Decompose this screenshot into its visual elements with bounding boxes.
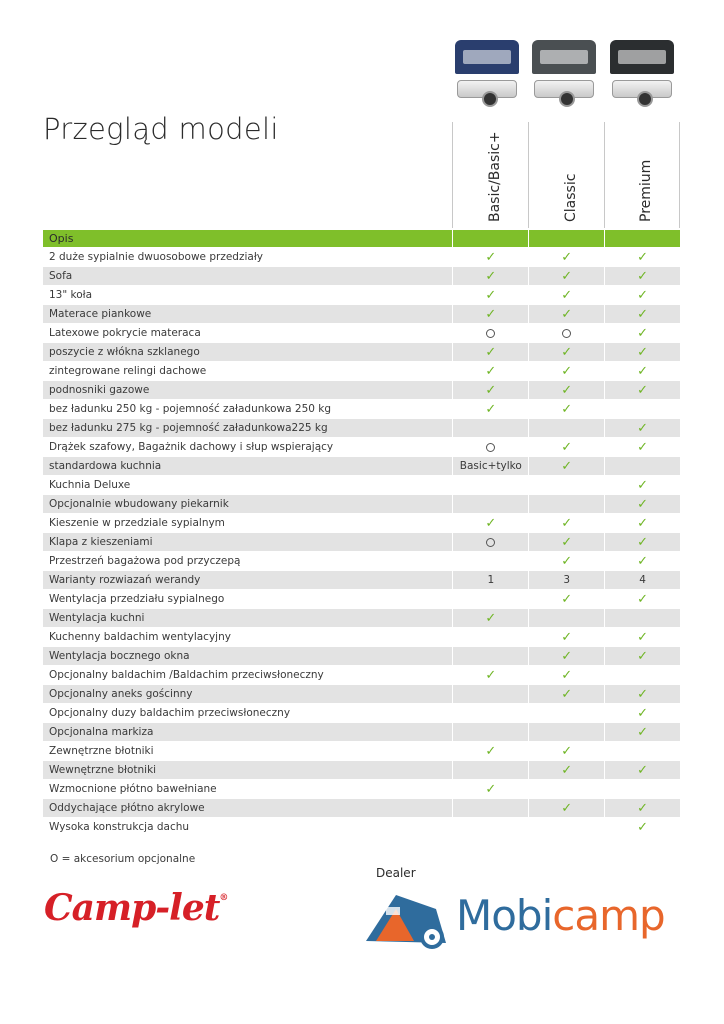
trailer-image bbox=[534, 80, 594, 98]
check-icon: ✓ bbox=[637, 288, 648, 303]
table-row bbox=[43, 514, 680, 533]
check-icon: ✓ bbox=[561, 440, 573, 455]
table-row bbox=[43, 381, 680, 400]
feature-cell-classic bbox=[528, 723, 604, 741]
check-icon: ✓ bbox=[637, 592, 648, 607]
feature-cell-premium bbox=[604, 704, 680, 722]
check-icon: ✓ bbox=[637, 725, 648, 740]
feature-cell-premium bbox=[604, 514, 680, 532]
feature-cell-premium bbox=[604, 343, 680, 361]
table-row bbox=[43, 267, 680, 286]
feature-cell-premium bbox=[604, 818, 680, 836]
page-title: Przegląd modeli bbox=[43, 112, 279, 146]
feature-cell-classic bbox=[528, 400, 604, 418]
feature-cell-basic bbox=[452, 704, 528, 722]
dealer-label: Dealer bbox=[376, 866, 416, 880]
feature-label: Materace piankowe bbox=[43, 305, 452, 323]
feature-label: Latexowe pokrycie materaca bbox=[43, 324, 452, 342]
cell-value: Basic+tylko bbox=[459, 460, 522, 472]
check-icon: ✓ bbox=[637, 687, 648, 702]
feature-cell-basic bbox=[452, 533, 528, 551]
feature-cell-classic bbox=[528, 248, 604, 266]
check-icon: ✓ bbox=[561, 364, 573, 379]
table-row bbox=[43, 324, 680, 343]
column-header-label: Classic bbox=[562, 173, 579, 222]
registered-mark: ® bbox=[219, 893, 228, 903]
feature-cell-classic bbox=[528, 704, 604, 722]
feature-cell-premium bbox=[604, 761, 680, 779]
feature-cell-classic bbox=[528, 476, 604, 494]
check-icon: ✓ bbox=[637, 516, 648, 531]
feature-label: bez ładunku 275 kg - pojemność załadunkowa225 kg bbox=[43, 419, 452, 437]
check-icon: ✓ bbox=[485, 782, 497, 797]
table-row bbox=[43, 495, 680, 514]
check-icon: ✓ bbox=[637, 345, 648, 360]
feature-cell-classic bbox=[528, 381, 604, 399]
circle-icon bbox=[562, 329, 571, 338]
column-header-premium bbox=[604, 122, 680, 228]
feature-cell-basic bbox=[452, 780, 528, 798]
check-icon: ✓ bbox=[637, 535, 648, 550]
feature-cell-classic bbox=[528, 419, 604, 437]
feature-cell-basic bbox=[452, 742, 528, 760]
check-icon: ✓ bbox=[561, 668, 573, 683]
feature-cell-premium bbox=[604, 666, 680, 684]
feature-label: Opcjonalny aneks gościnny bbox=[43, 685, 452, 703]
feature-cell-basic bbox=[452, 324, 528, 342]
check-icon: ✓ bbox=[561, 383, 573, 398]
check-icon: ✓ bbox=[561, 516, 573, 531]
feature-cell-classic bbox=[528, 286, 604, 304]
feature-label: Kuchenny baldachim wentylacyjny bbox=[43, 628, 452, 646]
feature-cell-basic bbox=[452, 609, 528, 627]
feature-cell-classic bbox=[528, 628, 604, 646]
feature-cell-classic bbox=[528, 571, 604, 589]
feature-cell-premium bbox=[604, 457, 680, 475]
table-header-cell bbox=[528, 230, 604, 247]
feature-cell-classic bbox=[528, 552, 604, 570]
feature-cell-basic bbox=[452, 666, 528, 684]
feature-cell-classic bbox=[528, 647, 604, 665]
check-icon: ✓ bbox=[637, 326, 648, 341]
check-icon: ✓ bbox=[561, 630, 573, 645]
camplet-logo bbox=[44, 887, 227, 929]
legend-note: O = akcesorium opcjonalne bbox=[50, 853, 196, 865]
table-row bbox=[43, 742, 680, 761]
check-icon: ✓ bbox=[561, 649, 573, 664]
table-row bbox=[43, 590, 680, 609]
circle-icon bbox=[486, 329, 495, 338]
check-icon: ✓ bbox=[485, 402, 497, 417]
feature-cell-basic bbox=[452, 400, 528, 418]
check-icon: ✓ bbox=[485, 307, 497, 322]
check-icon: ✓ bbox=[637, 269, 648, 284]
feature-cell-premium bbox=[604, 609, 680, 627]
check-icon: ✓ bbox=[561, 801, 573, 816]
table-row bbox=[43, 248, 680, 267]
feature-cell-premium bbox=[604, 571, 680, 589]
feature-label: Klapa z kieszeniami bbox=[43, 533, 452, 551]
feature-cell-premium bbox=[604, 305, 680, 323]
feature-cell-premium bbox=[604, 799, 680, 817]
feature-label: 13" koła bbox=[43, 286, 452, 304]
feature-cell-basic bbox=[452, 476, 528, 494]
feature-cell-premium bbox=[604, 419, 680, 437]
check-icon: ✓ bbox=[561, 592, 573, 607]
table-row bbox=[43, 438, 680, 457]
check-icon: ✓ bbox=[485, 383, 497, 398]
feature-cell-premium bbox=[604, 400, 680, 418]
check-icon: ✓ bbox=[485, 611, 497, 626]
feature-cell-premium bbox=[604, 590, 680, 608]
feature-cell-basic bbox=[452, 571, 528, 589]
feature-cell-premium bbox=[604, 628, 680, 646]
check-icon: ✓ bbox=[485, 250, 497, 265]
check-icon: ✓ bbox=[485, 269, 497, 284]
check-icon: ✓ bbox=[561, 763, 573, 778]
feature-cell-basic bbox=[452, 305, 528, 323]
check-icon: ✓ bbox=[485, 516, 497, 531]
cell-value: 1 bbox=[487, 574, 495, 586]
feature-cell-premium bbox=[604, 495, 680, 513]
check-icon: ✓ bbox=[561, 250, 573, 265]
feature-cell-premium bbox=[604, 248, 680, 266]
check-icon: ✓ bbox=[561, 687, 573, 702]
table-row bbox=[43, 685, 680, 704]
camplet-logo-text: Camp-let bbox=[44, 887, 220, 929]
table-row bbox=[43, 457, 680, 476]
feature-cell-basic bbox=[452, 267, 528, 285]
feature-cell-premium bbox=[604, 533, 680, 551]
feature-cell-basic bbox=[452, 438, 528, 456]
check-icon: ✓ bbox=[637, 554, 648, 569]
cell-value: 4 bbox=[639, 574, 646, 586]
feature-cell-classic bbox=[528, 666, 604, 684]
table-row bbox=[43, 780, 680, 799]
feature-cell-classic bbox=[528, 609, 604, 627]
feature-label: Wentylacja kuchni bbox=[43, 609, 452, 627]
column-header-classic bbox=[528, 122, 604, 228]
feature-cell-basic bbox=[452, 818, 528, 836]
check-icon: ✓ bbox=[637, 421, 648, 436]
circle-icon bbox=[486, 538, 495, 547]
check-icon: ✓ bbox=[637, 364, 648, 379]
check-icon: ✓ bbox=[485, 668, 497, 683]
feature-cell-classic bbox=[528, 324, 604, 342]
product-image-premium bbox=[610, 40, 674, 102]
column-header-basic bbox=[452, 122, 528, 228]
table-row bbox=[43, 704, 680, 723]
feature-cell-premium bbox=[604, 476, 680, 494]
check-icon: ✓ bbox=[561, 459, 573, 474]
feature-cell-classic bbox=[528, 438, 604, 456]
feature-label: podnosniki gazowe bbox=[43, 381, 452, 399]
feature-cell-premium bbox=[604, 780, 680, 798]
feature-cell-classic bbox=[528, 780, 604, 798]
feature-label: Wentylacja bocznego okna bbox=[43, 647, 452, 665]
check-icon: ✓ bbox=[637, 440, 648, 455]
table-header-cell bbox=[452, 230, 528, 247]
feature-label: Kuchnia Deluxe bbox=[43, 476, 452, 494]
mobicamp-logo-part-2: camp bbox=[552, 891, 665, 940]
feature-cell-premium bbox=[604, 552, 680, 570]
trailer-image bbox=[612, 80, 672, 98]
feature-label: poszycie z włókna szklanego bbox=[43, 343, 452, 361]
feature-label: Opcjonalna markiza bbox=[43, 723, 452, 741]
check-icon: ✓ bbox=[561, 307, 573, 322]
table-header-cell bbox=[604, 230, 680, 247]
feature-cell-basic bbox=[452, 685, 528, 703]
check-icon: ✓ bbox=[637, 706, 648, 721]
feature-label: bez ładunku 250 kg - pojemność załadunkowa 250 kg bbox=[43, 400, 452, 418]
feature-cell-basic bbox=[452, 628, 528, 646]
feature-cell-basic bbox=[452, 362, 528, 380]
table-row bbox=[43, 628, 680, 647]
feature-label: Oddychające płótno akrylowe bbox=[43, 799, 452, 817]
table-row bbox=[43, 647, 680, 666]
tent-image bbox=[455, 40, 519, 74]
table-row bbox=[43, 305, 680, 324]
product-image-classic bbox=[532, 40, 596, 102]
feature-cell-classic bbox=[528, 267, 604, 285]
table-row bbox=[43, 723, 680, 742]
check-icon: ✓ bbox=[561, 535, 573, 550]
feature-label: Przestrzeń bagażowa pod przyczepą bbox=[43, 552, 452, 570]
feature-label: 2 duże sypialnie dwuosobowe przedziały bbox=[43, 248, 452, 266]
check-icon: ✓ bbox=[637, 497, 648, 512]
feature-cell-classic bbox=[528, 590, 604, 608]
feature-cell-classic bbox=[528, 799, 604, 817]
check-icon: ✓ bbox=[561, 269, 573, 284]
table-header-label: Opis bbox=[43, 230, 452, 247]
table-row bbox=[43, 571, 680, 590]
check-icon: ✓ bbox=[637, 630, 648, 645]
mobicamp-logo-part-1: Mobi bbox=[456, 891, 553, 940]
feature-label: Opcjonalny duzy baldachim przeciwsłoneczny bbox=[43, 704, 452, 722]
feature-cell-basic bbox=[452, 552, 528, 570]
check-icon: ✓ bbox=[637, 307, 648, 322]
feature-cell-premium bbox=[604, 723, 680, 741]
feature-cell-classic bbox=[528, 533, 604, 551]
feature-cell-classic bbox=[528, 305, 604, 323]
feature-label: Opcjonalnie wbudowany piekarnik bbox=[43, 495, 452, 513]
feature-cell-classic bbox=[528, 514, 604, 532]
feature-cell-basic bbox=[452, 457, 528, 475]
feature-label: Wzmocnione płótno bawełniane bbox=[43, 780, 452, 798]
feature-cell-classic bbox=[528, 742, 604, 760]
feature-cell-classic bbox=[528, 495, 604, 513]
check-icon: ✓ bbox=[561, 345, 573, 360]
feature-cell-classic bbox=[528, 457, 604, 475]
table-row bbox=[43, 419, 680, 438]
feature-cell-basic bbox=[452, 495, 528, 513]
table-row bbox=[43, 818, 680, 837]
feature-cell-premium bbox=[604, 438, 680, 456]
feature-cell-classic bbox=[528, 685, 604, 703]
mobicamp-tent-icon bbox=[362, 887, 452, 953]
feature-cell-classic bbox=[528, 362, 604, 380]
feature-label: Sofa bbox=[43, 267, 452, 285]
feature-cell-basic bbox=[452, 647, 528, 665]
feature-cell-premium bbox=[604, 267, 680, 285]
check-icon: ✓ bbox=[561, 402, 573, 417]
check-icon: ✓ bbox=[485, 364, 497, 379]
feature-cell-basic bbox=[452, 419, 528, 437]
feature-label: Wentylacja przedziału sypialnego bbox=[43, 590, 452, 608]
cell-value: 3 bbox=[563, 574, 571, 586]
table-row bbox=[43, 476, 680, 495]
feature-label: Opcjonalny baldachim /Baldachim przeciwsłoneczny bbox=[43, 666, 452, 684]
trailer-image bbox=[457, 80, 517, 98]
table-row bbox=[43, 799, 680, 818]
check-icon: ✓ bbox=[637, 820, 648, 835]
feature-cell-basic bbox=[452, 799, 528, 817]
feature-cell-premium bbox=[604, 647, 680, 665]
table-row bbox=[43, 761, 680, 780]
feature-cell-basic bbox=[452, 761, 528, 779]
feature-table bbox=[43, 230, 680, 837]
feature-cell-basic bbox=[452, 248, 528, 266]
feature-cell-basic bbox=[452, 590, 528, 608]
check-icon: ✓ bbox=[637, 801, 648, 816]
product-image-basic bbox=[455, 40, 519, 102]
feature-cell-premium bbox=[604, 324, 680, 342]
tent-image bbox=[610, 40, 674, 74]
check-icon: ✓ bbox=[637, 250, 648, 265]
table-row bbox=[43, 609, 680, 628]
feature-cell-basic bbox=[452, 514, 528, 532]
feature-cell-basic bbox=[452, 286, 528, 304]
feature-cell-premium bbox=[604, 381, 680, 399]
feature-label: Warianty rozwiazań werandy bbox=[43, 571, 452, 589]
feature-label: Kieszenie w przedziale sypialnym bbox=[43, 514, 452, 532]
check-icon: ✓ bbox=[485, 345, 497, 360]
check-icon: ✓ bbox=[637, 649, 648, 664]
feature-cell-classic bbox=[528, 818, 604, 836]
feature-label: Wewnętrzne błotniki bbox=[43, 761, 452, 779]
column-header-label: Basic/Basic+ bbox=[486, 131, 503, 222]
feature-cell-premium bbox=[604, 362, 680, 380]
check-icon: ✓ bbox=[561, 554, 573, 569]
feature-cell-premium bbox=[604, 742, 680, 760]
table-header-row bbox=[43, 230, 680, 248]
feature-cell-premium bbox=[604, 286, 680, 304]
tent-image bbox=[532, 40, 596, 74]
check-icon: ✓ bbox=[485, 744, 497, 759]
check-icon: ✓ bbox=[637, 763, 648, 778]
table-row bbox=[43, 286, 680, 305]
feature-cell-basic bbox=[452, 343, 528, 361]
table-row bbox=[43, 343, 680, 362]
check-icon: ✓ bbox=[561, 288, 573, 303]
column-header-label: Premium bbox=[638, 159, 654, 222]
check-icon: ✓ bbox=[637, 383, 648, 398]
feature-cell-basic bbox=[452, 723, 528, 741]
feature-label: standardowa kuchnia bbox=[43, 457, 452, 475]
mobicamp-logo bbox=[362, 887, 682, 953]
feature-cell-classic bbox=[528, 343, 604, 361]
check-icon: ✓ bbox=[561, 744, 573, 759]
feature-cell-basic bbox=[452, 381, 528, 399]
feature-label: zintegrowane relingi dachowe bbox=[43, 362, 452, 380]
table-row bbox=[43, 666, 680, 685]
feature-cell-premium bbox=[604, 685, 680, 703]
check-icon: ✓ bbox=[485, 288, 497, 303]
table-row bbox=[43, 362, 680, 381]
table-row bbox=[43, 533, 680, 552]
table-row bbox=[43, 400, 680, 419]
feature-label: Wysoka konstrukcja dachu bbox=[43, 818, 452, 836]
check-icon: ✓ bbox=[637, 478, 648, 493]
feature-label: Drążek szafowy, Bagażnik dachowy i słup wspierający bbox=[43, 438, 452, 456]
circle-icon bbox=[486, 443, 495, 452]
table-row bbox=[43, 552, 680, 571]
mobicamp-logo-text bbox=[456, 891, 665, 940]
feature-label: Zewnętrzne błotniki bbox=[43, 742, 452, 760]
feature-cell-classic bbox=[528, 761, 604, 779]
